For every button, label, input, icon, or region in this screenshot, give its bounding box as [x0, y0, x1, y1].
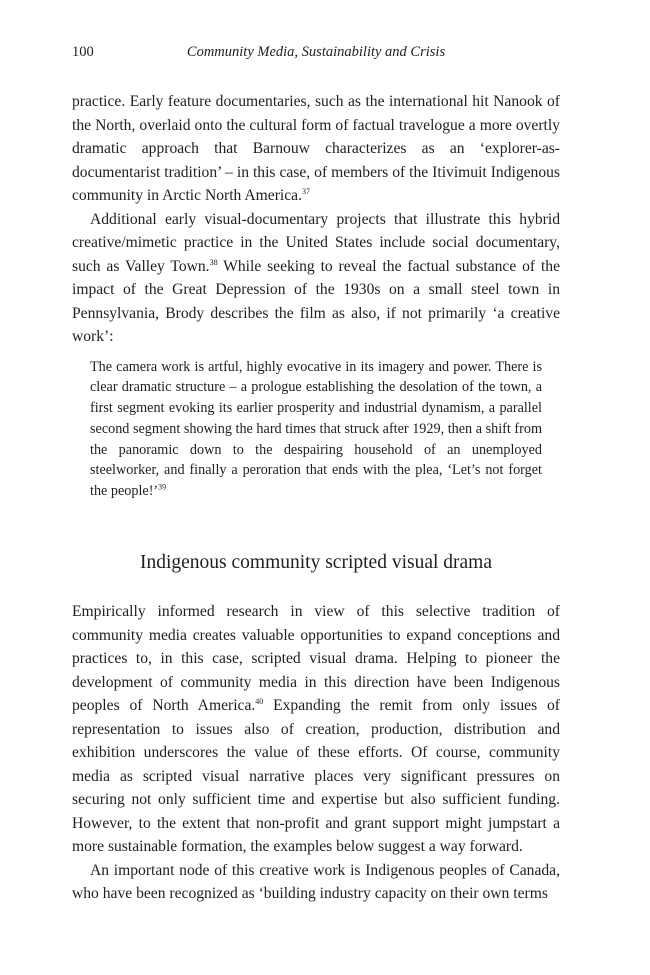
section-paragraph-1-text-b: Expanding the remit from only issues of representation to issues also of creation, production, distribution and exhibition underscores the value of these efforts. Of course, community media as scripted visual narrative places very significant pressures on securing not only sufficient time and expertise but also sufficient funding. However, to the extent that non-profit and grant support might jumpstart a more sustainable formation, the examples below suggest a way forward.	[72, 697, 560, 856]
block-quote	[90, 357, 542, 503]
running-title: Community Media, Sustainability and Crisis	[186, 44, 446, 60]
paragraph-1-text: practice. Early feature documentaries, such as the international hit Nanook of the North, overlaid onto the cultural form of factual travelogue a more overtly dramatic approach that Barnouw characterizes as an ‘explorer-as-documentarist tradition’ – in this case, of members of the Itivimuit Indigenous community in Arctic North America.	[72, 93, 560, 204]
paragraph-2-text-b: While seeking to reveal the factual substance of the impact of the Great Depression of the 1930s on a small steel town in Pennsylvania, Brody describes the film as also, if not primarily ‘a creative work’:	[72, 257, 560, 345]
footnote-ref-39: 39	[158, 482, 167, 492]
footnote-ref-37: 37	[301, 186, 310, 196]
section-paragraph-1	[72, 600, 560, 859]
page-number: 100	[72, 44, 94, 60]
section-heading: Indigenous community scripted visual drama	[139, 552, 492, 574]
block-quote-text: The camera work is artful, highly evocative in its imagery and power. There is clear dramatic structure – a prologue establishing the desolation of the town, a first segment evoking its earlier prosperity and industrial dynamism, a parallel second segment showing the hard times that struck after 1929, then a shift from the panoramic down to the despairing household of an unemployed steelworker, and finally a peroration that ends with the plea, ‘Let’s not forget the people!’	[90, 358, 542, 500]
section-paragraph-1-text-a: Empirically informed research in view of this selective tradition of community media creates valuable opportunities to expand conceptions and practices to, in this case, scripted visual drama. Helping to pioneer the development of community media in this direction have been Indigenous peoples of North America.	[72, 603, 560, 715]
footnote-ref-38: 38	[209, 257, 218, 267]
paragraph-2-text-a: Additional early visual-documentary projects that illustrate this hybrid creative/mimetic practice in the United States include social documentary, such as Valley Town.	[72, 210, 560, 275]
footnote-ref-40: 40	[255, 696, 264, 706]
page-header	[72, 44, 560, 66]
paragraph-1	[72, 90, 560, 208]
section-paragraph-2: An important node of this creative work is Indigenous peoples of Canada, who have been recognized as ‘building industry capacity on their own terms	[72, 861, 560, 903]
body-text	[72, 90, 560, 906]
paragraph-2	[72, 208, 560, 349]
